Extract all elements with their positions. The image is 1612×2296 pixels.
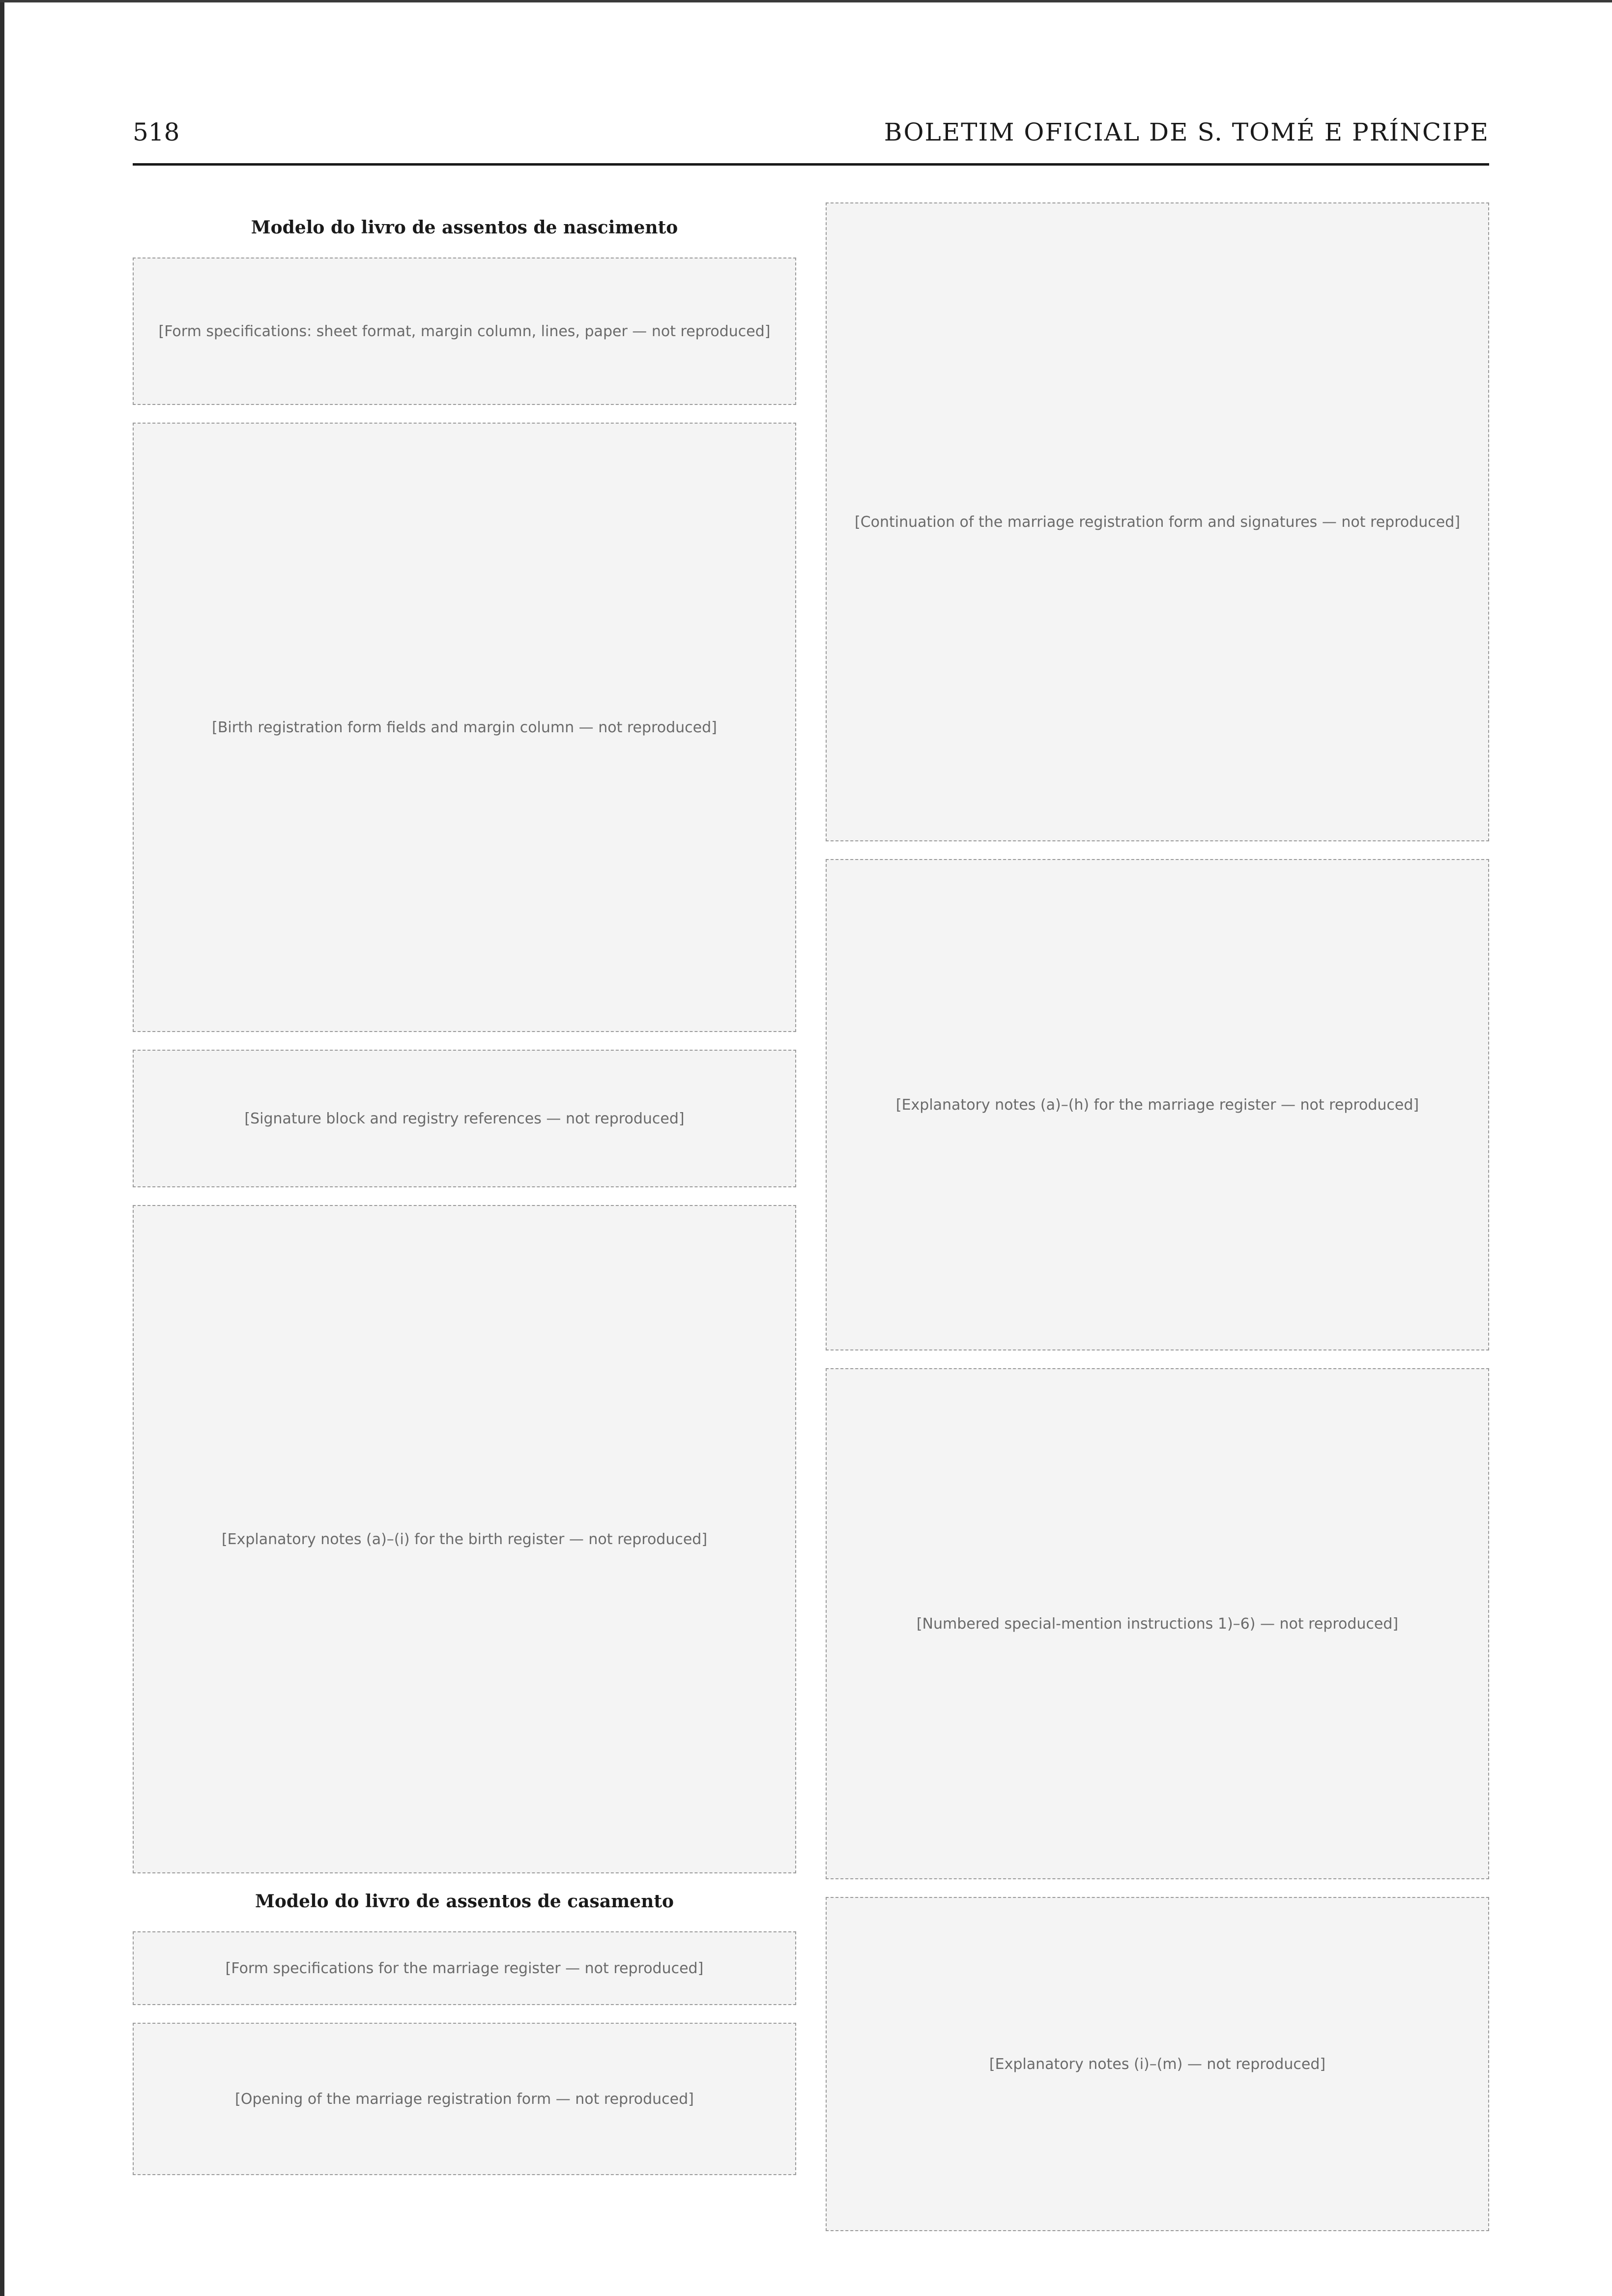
model-marriage-title: Modelo do livro de assentos de casamento	[255, 1891, 674, 1912]
right-column	[826, 202, 1489, 2249]
two-column-body	[133, 202, 1489, 2249]
marriage-form-cont-placeholder: [Continuation of the marriage registration form and signatures — not reproduced]	[826, 202, 1489, 841]
running-head	[133, 118, 1489, 157]
model-birth-title: Modelo do livro de assentos de nascimento	[251, 217, 678, 238]
marriage-notes-end-placeholder: [Explanatory notes (i)–(m) — not reproduced]	[826, 1897, 1489, 2231]
marriage-specs-placeholder: [Form specifications for the marriage register — not reproduced]	[133, 1931, 796, 2005]
special-mentions-placeholder: [Numbered special-mention instructions 1)–6) — not reproduced]	[826, 1368, 1489, 1879]
left-column	[133, 202, 796, 2249]
birth-form-placeholder: [Birth registration form fields and margin column — not reproduced]	[133, 423, 796, 1032]
scan-edge-left	[0, 0, 4, 2296]
birth-notes-placeholder: [Explanatory notes (a)–(i) for the birth register — not reproduced]	[133, 1205, 796, 1873]
page	[133, 118, 1489, 2249]
marriage-notes-placeholder: [Explanatory notes (a)–(h) for the marriage register — not reproduced]	[826, 859, 1489, 1350]
birth-signatures-placeholder: [Signature block and registry references — not reproduced]	[133, 1050, 796, 1187]
scan-edge-top	[0, 0, 1612, 2]
birth-specs-placeholder: [Form specifications: sheet format, margin column, lines, paper — not reproduced]	[133, 258, 796, 405]
page-number: 518	[133, 118, 180, 146]
marriage-form-start-placeholder: [Opening of the marriage registration form — not reproduced]	[133, 2023, 796, 2175]
journal-title: BOLETIM OFICIAL DE S. TOMÉ E PRÍNCIPE	[884, 118, 1489, 146]
header-rule	[133, 163, 1489, 166]
